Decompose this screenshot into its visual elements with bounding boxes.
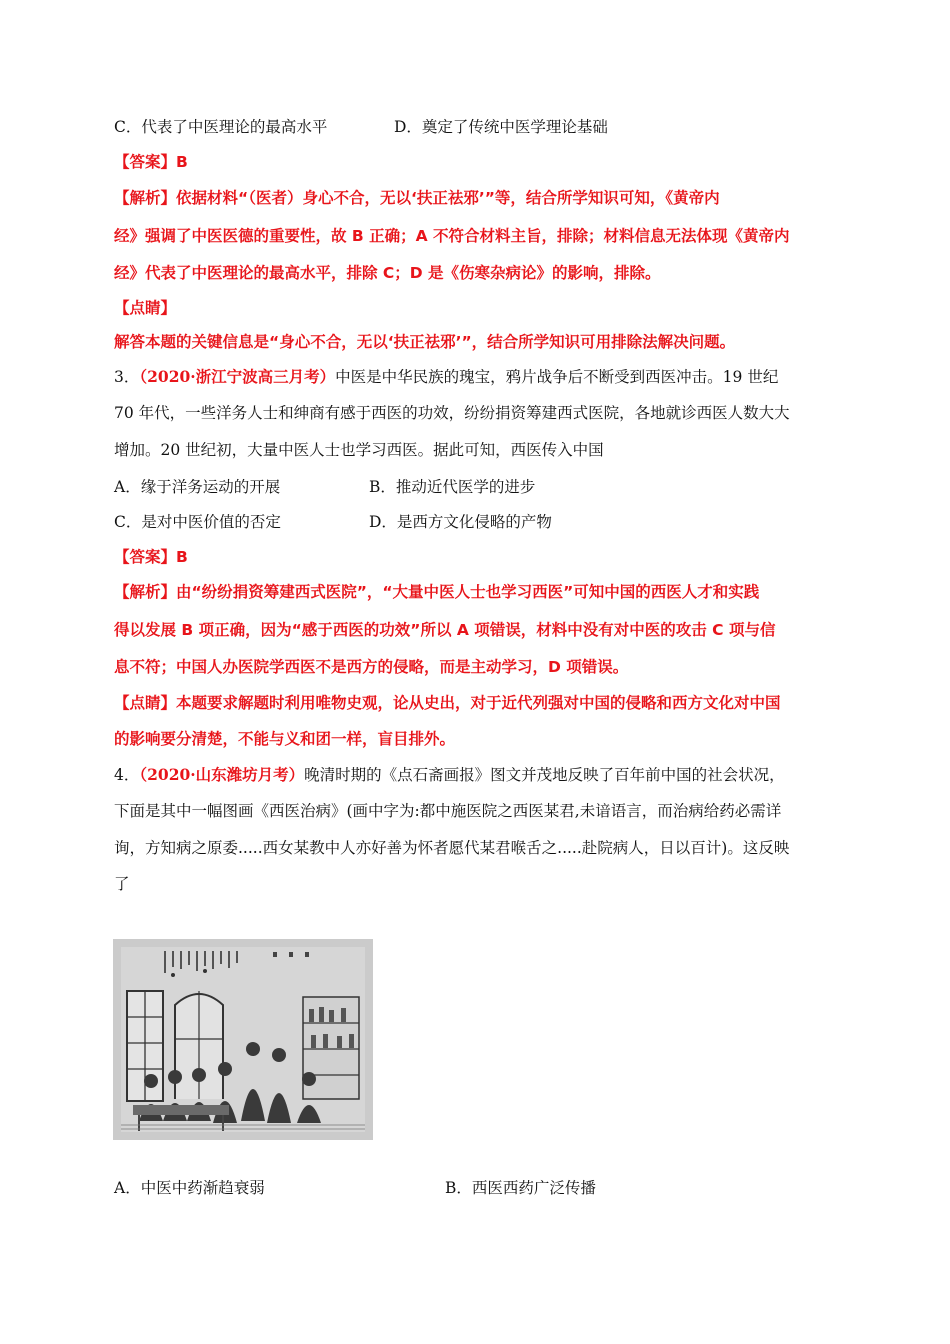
q4-stem-line-3: 询，方知病之原委.....西女某教中人亦好善为怀者愿代某君喉舌之.....赴院病人，日以百计)。这反映	[114, 839, 790, 857]
q4-stem-line-2: 下面是其中一幅图画《西医治病》(画中字为:都中施医院之西医某君,未谙语言，而治病给药必需详	[114, 802, 782, 820]
q4-stem-line-1	[114, 763, 785, 787]
q4-number: 4．	[114, 766, 140, 784]
q4-stem-line-4: 了	[114, 875, 130, 893]
q2-analysis-line-2: 经》强调了中医医德的重要性，故 B 正确；A 不符合材料主旨，排除；材料信息无法体现《黄帝内	[114, 227, 790, 245]
q3-analysis-line-3: 息不符；中国人办医院学西医不是西方的侵略，而是主动学习，D 项错误。	[114, 658, 629, 676]
q2-analysis-line-3: 经》代表了中医理论的最高水平，排除 C；D 是《伤寒杂病论》的影响，排除。	[114, 264, 661, 282]
q3-option-a: A．缘于洋务运动的开展	[114, 478, 281, 496]
q3-stem-line-1	[114, 365, 778, 389]
q3-stem-text-1: 中医是中华民族的瑰宝，鸦片战争后不断受到西医冲击。19 世纪	[335, 368, 779, 386]
q3-analysis-line-2: 得以发展 B 项正确，因为“感于西医的功效”所以 A 项错误，材料中没有对中医的攻击 C 项与信	[114, 621, 776, 639]
q4-source: （2020·山东潍坊月考）	[139, 765, 305, 784]
engraving-illustration	[113, 939, 373, 1140]
q4-option-a: A．中医中药渐趋衰弱	[114, 1179, 265, 1197]
q2-tip-text: 解答本题的关键信息是“身心不合，无以‘扶正祛邪’”，结合所学知识可用排除法解决问题。	[114, 333, 736, 351]
q3-option-d: D．是西方文化侵略的产物	[369, 513, 552, 531]
q3-number: 3．	[114, 368, 140, 386]
engraving-drawing	[113, 939, 373, 1140]
q3-stem-line-2: 70 年代，一些洋务人士和绅商有感于西医的功效，纷纷捐资筹建西式医院，各地就诊西医人数大大	[114, 404, 790, 422]
q3-option-b: B．推动近代医学的进步	[369, 478, 536, 496]
q3-answer: 【答案】B	[114, 548, 188, 566]
q2-option-d: D．奠定了传统中医学理论基础	[394, 118, 608, 136]
q3-tip-line-2: 的影响要分清楚，不能与义和团一样，盲目排外。	[114, 730, 456, 748]
q3-tip-line-1: 【点睛】本题要求解题时利用唯物史观，论从史出，对于近代列强对中国的侵略和西方文化对中国	[114, 694, 781, 712]
q3-analysis-line-1: 【解析】由“纷纷捐资筹建西式医院”，“大量中医人士也学习西医”可知中国的西医人才和实践	[114, 583, 760, 601]
q2-analysis-line-1: 【解析】依据材料“（医者）身心不合，无以‘扶正祛邪’”等，结合所学知识可知，《黄帝内	[114, 189, 720, 207]
q3-source: （2020·浙江宁波高三月考）	[139, 367, 336, 386]
q3-option-c: C．是对中医价值的否定	[114, 513, 281, 531]
q2-answer: 【答案】B	[114, 153, 188, 171]
q4-stem-text-1: 晚清时期的《点石斋画报》图文并茂地反映了百年前中国的社会状况，	[304, 766, 785, 784]
q3-stem-line-3: 增加。20 世纪初，大量中医人士也学习西医。据此可知，西医传入中国	[114, 441, 604, 459]
q2-tip-title: 【点睛】	[114, 299, 177, 317]
q4-option-b: B．西医西药广泛传播	[445, 1179, 596, 1197]
q2-option-c: C．代表了中医理论的最高水平	[114, 118, 328, 136]
